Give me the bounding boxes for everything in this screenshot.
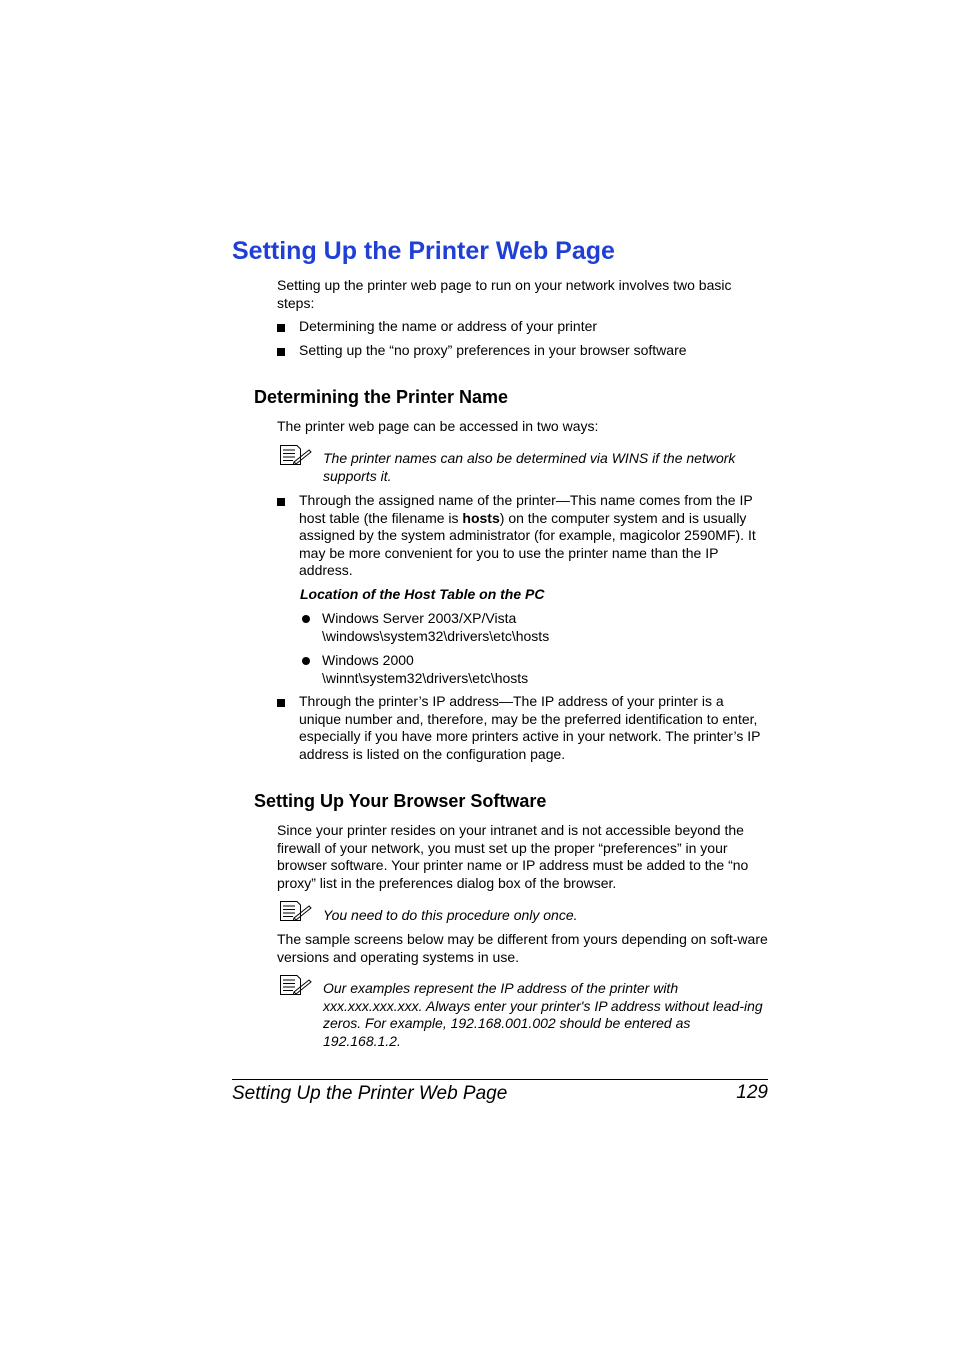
- section2-paragraph: Since your printer resides on your intranet and is not accessible beyond the firewall of your network, you must set up the proper “preferences” in your browser software. Your printer name or IP address must be added to the “no proxy” list in the preferences dialog box of the browser.: [277, 822, 749, 891]
- intro-paragraph: Setting up the printer web page to run on your network involves two basic steps:: [277, 277, 732, 311]
- note-text: You need to do this procedure only once.: [323, 907, 578, 923]
- round-bullet-icon: [302, 615, 310, 623]
- page-number: 129: [736, 1082, 768, 1103]
- list-item: Through the assigned name of the printer—This name comes from the IP host table (the filename is hosts) on the computer system and is usually assigned by the system administrator (for example, magicolor 2590MF). It may be more convenient for you to use the printer name than the IP address.: [277, 492, 769, 582]
- note-pencil-icon: [279, 444, 313, 466]
- section-heading-printer-name: Determining the Printer Name: [254, 387, 509, 407]
- footer-title: Setting Up the Printer Web Page: [232, 1083, 508, 1104]
- section2-paragraph-2: The sample screens below may be different from yours depending on soft-ware versions and operating systems in use.: [277, 931, 768, 965]
- note-pencil-icon: [279, 974, 313, 996]
- section1-lead: The printer web page can be accessed in two ways:: [277, 418, 599, 434]
- square-bullet-icon: [277, 348, 285, 356]
- footer-divider: [232, 1079, 768, 1080]
- round-bullet-icon: [302, 657, 310, 665]
- page-title: Setting Up the Printer Web Page: [232, 237, 615, 265]
- note-pencil-icon: [279, 900, 313, 922]
- note-text: Our examples represent the IP address of the printer with xxx.xxx.xxx.xxx. Always enter your printer's IP address without lead-ing zeros. For example, 192.168.001.002 should be entered as 192.168.1.2.: [323, 980, 763, 1049]
- filename-keyword: hosts: [462, 509, 500, 526]
- section-heading-browser: Setting Up Your Browser Software: [254, 791, 547, 811]
- note-text: The printer names can also be determined via WINS if the network supports it.: [323, 450, 736, 484]
- square-bullet-icon: [277, 324, 285, 332]
- list-item: Through the printer’s IP address—The IP address of your printer is a unique number and, therefore, may be the preferred identification to enter, especially if you have more printers active in your network. The printer’s IP address is listed on the configuration page.: [277, 693, 769, 765]
- square-bullet-icon: [277, 498, 285, 506]
- location-heading: Location of the Host Table on the PC: [300, 586, 545, 602]
- document-page: Setting Up the Printer Web Page Setting up the printer web page to run on your network involves two basic steps: Determining the name or address of your printer Setting up the “no proxy” preferences in your browser software Determining the Printer Name The printer web page can be accessed in two ways: The printer names can also be determined via WINS if the network supports it. Through the assigned name of the printer—This name comes from the IP host table (the filename is hosts) on the computer system and is usually assigned by the system administrator (for example, magicolor 2590MF). It may be more convenient for you to use the printer name than the IP address. Location of the Host Table on the PC Windows Server 2003/XP/Vista \windows\system32\drivers\etc\hosts Windows 2000 \winnt\system32\drivers\etc\hosts Through the printer’s IP address—The IP address of your printer is a unique number and, therefore, may be the preferred identification to enter, especially if you have more printers active in your network. The printer’s IP address is listed on the configuration page. Setting Up Your Browser Software Since your printer resides on your intranet and is not accessible beyond the firewall of your network, you must set up the proper “preferences” in your browser software. Your printer name or IP address must be added to the “no proxy” list in the preferences dialog box of the browser. You need to do this procedure only once. The sample screens below may be different from yours depending on soft-ware versions and operating systems in use. Our examples represent the IP address of the printer with xxx.xxx.xxx.xxx. Always enter your printer's IP address without lead-ing zeros. For example, 192.168.001.002 should be entered as 192.168.1.2. Setting Up the Printer Web Page 129: [0, 0, 954, 1350]
- square-bullet-icon: [277, 699, 285, 707]
